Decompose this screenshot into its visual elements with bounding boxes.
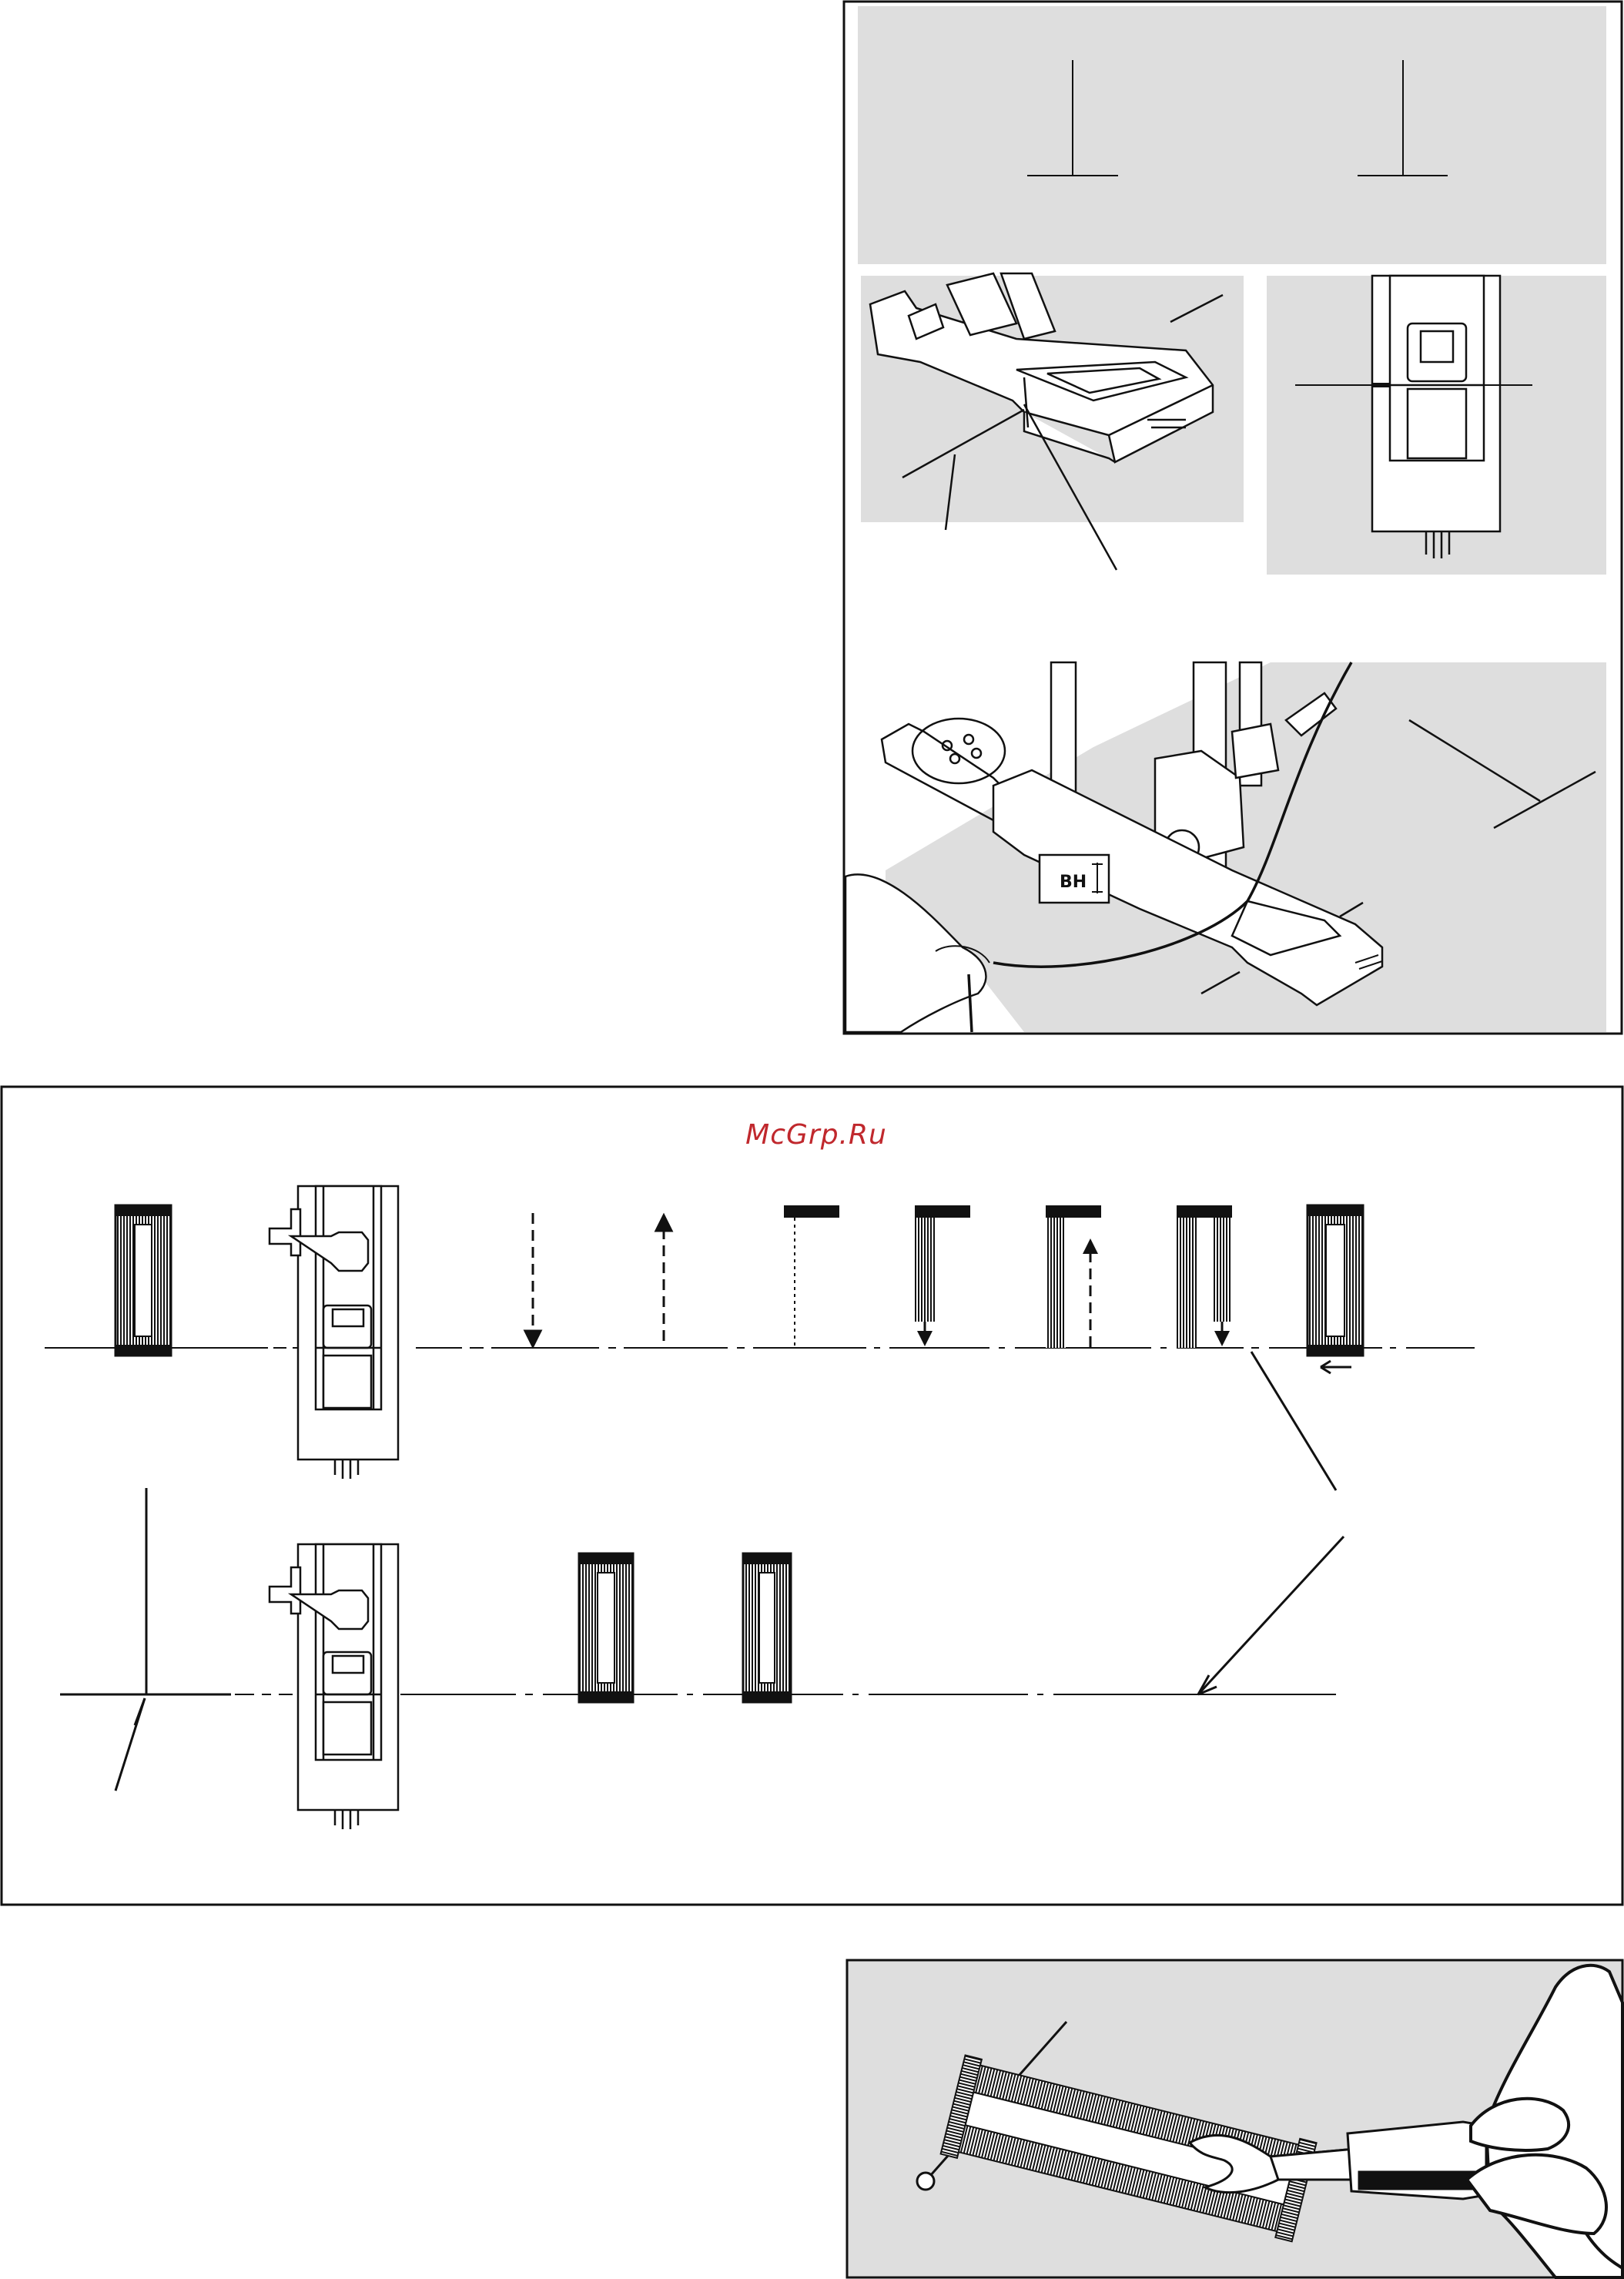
buttonhole-foot-topview [1372,276,1500,558]
presser-foot-label: BH [1060,873,1087,892]
watermark-text: McGrp.Ru [745,1119,887,1151]
buttonhole-row2-b [743,1553,791,1702]
step-complete [1308,1205,1363,1373]
figure-buttonhole-sequence [2,1087,1622,1905]
sewing-machine-illustration [845,662,1606,1032]
buttonhole-finished [116,1205,171,1356]
buttonhole-row2-a [579,1553,633,1702]
figure-top-setup [844,2,1622,1034]
gray-band [858,6,1606,264]
figure-cutting-buttonhole [847,1960,1622,2277]
button-icon [912,719,1005,783]
